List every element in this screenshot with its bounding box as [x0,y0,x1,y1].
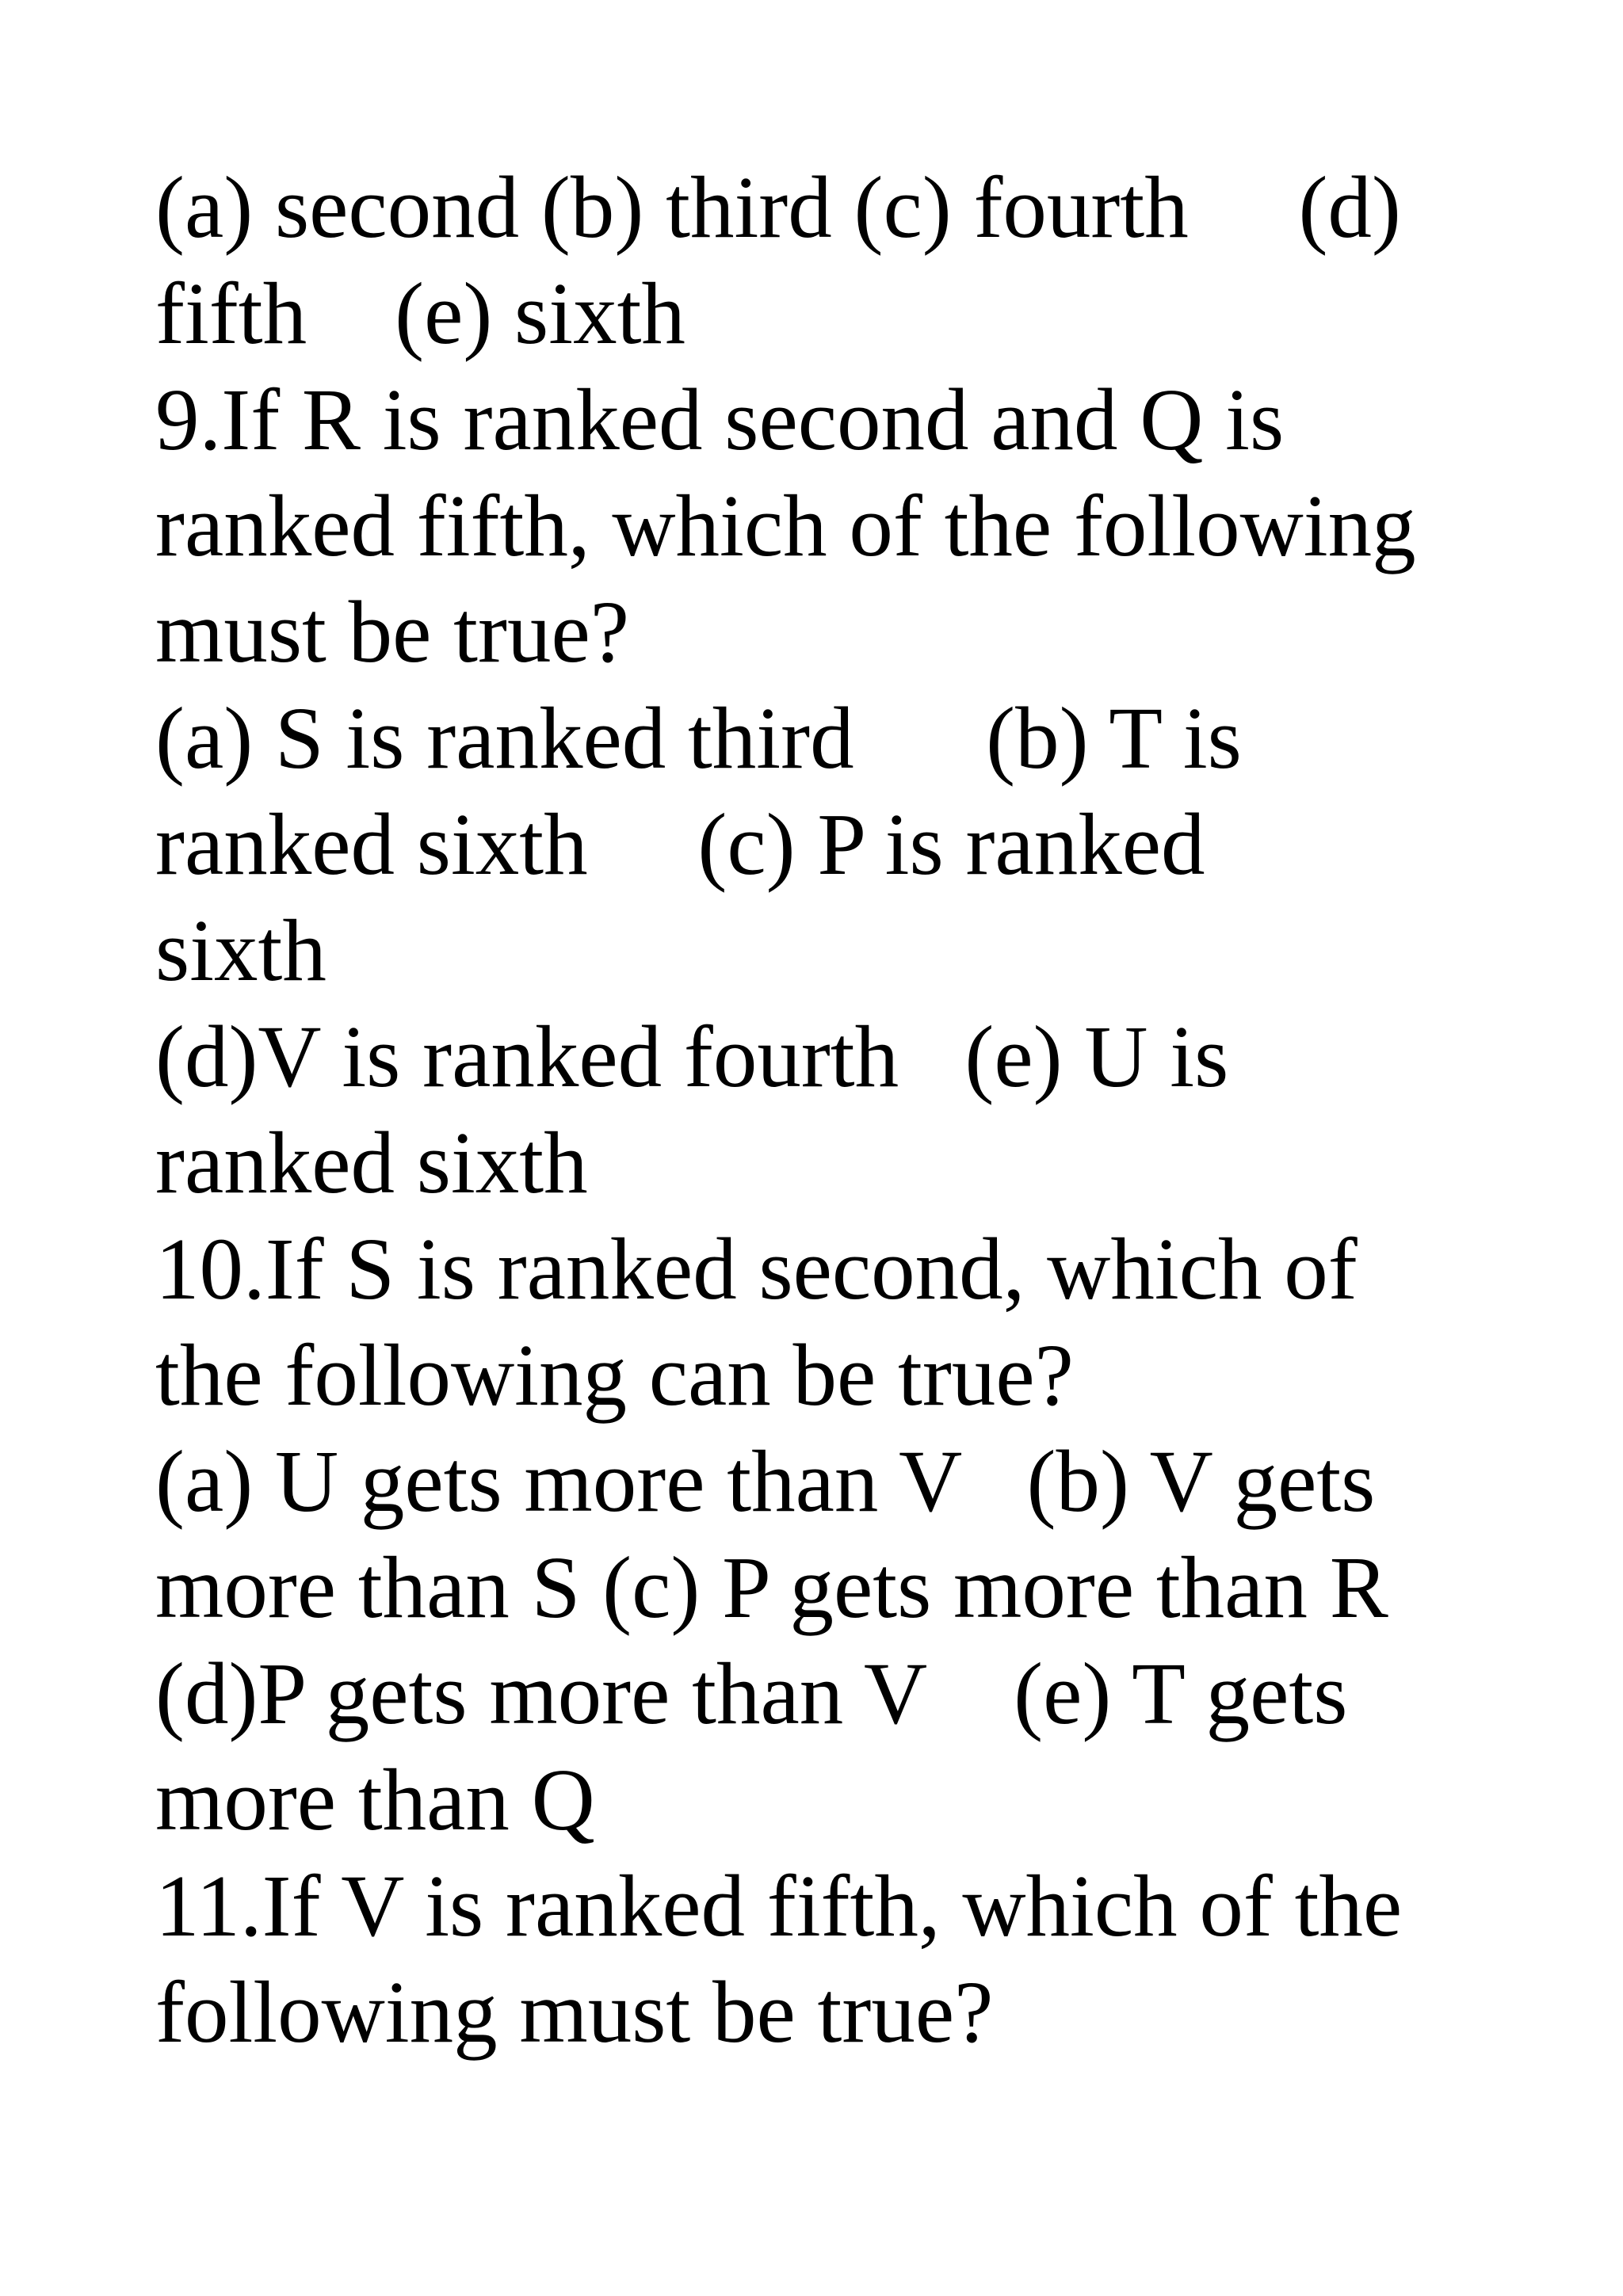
q9-question-line-2: ranked fifth, which of the following [155,478,1416,575]
q9-options-line-5: ranked sixth [155,1115,588,1212]
q10-options-line-4: more than Q [155,1752,595,1849]
q8-options-line-1: (a) second (b) third (c) fourth (d) [155,159,1401,257]
q11-question-line-1: 11.If V is ranked fifth, which of the [155,1858,1403,1955]
q9-options-line-3: sixth [155,902,327,1000]
q9-options-line-4: (d)V is ranked fourth (e) U is [155,1009,1229,1106]
q9-question-line-1: 9.If R is ranked second and Q is [155,372,1285,469]
q11-question-line-2: following must be true? [155,1964,994,2061]
q8-options-line-2: fifth (e) sixth [155,265,685,363]
q10-options-line-1: (a) U gets more than V (b) V gets [155,1433,1376,1531]
q10-options-line-3: (d)P gets more than V (e) T gets [155,1646,1348,1743]
q10-question-line-2: the following can be true? [155,1327,1074,1425]
q10-options-line-2: more than S (c) P gets more than R [155,1539,1388,1637]
q10-question-line-1: 10.If S is ranked second, which of [155,1221,1358,1318]
q9-options-line-2: ranked sixth (c) P is ranked [155,796,1205,894]
q9-question-line-3: must be true? [155,584,629,681]
q9-options-line-1: (a) S is ranked third (b) T is [155,690,1242,788]
